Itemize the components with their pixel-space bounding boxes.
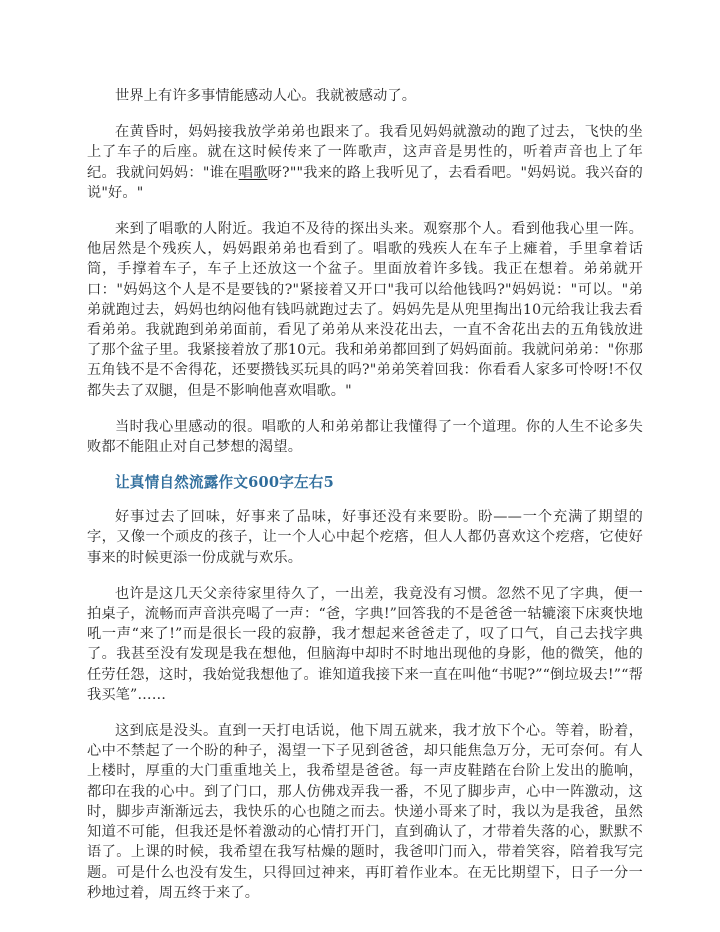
paragraph-singer: 来到了唱歌的人附近。我迫不及待的探出头来。观察那个人。看到他我心里一阵。他居然是个残疾人，妈妈跟弟弟也看到了。唱歌的残疾人在车子上瘫着，手里拿着话筒，手撑着车子，车子上还放这一个盆子。里面放着许多钱。我正在想着。弟弟就开口："妈妈这个人是不是要钱的?"紧接着又开口"我可以给他钱吗?"妈妈说："可以。"弟弟就跑过去，妈妈也纳闷他有钱吗就跑过去了。妈妈先是从兜里掏出10元给我让我去看看弟弟。我就跑到弟弟面前，看见了弟弟从来没花出去，一直不舍花出去的五角钱放进了那个盆子里。我紧接着放了那10元。我和弟弟都回到了妈妈面前。我就问弟弟："你那五角钱不是不舍得花，还要攒钱买玩具的吗?"弟弟笑着回我：你看看人家多可怜呀!不仅都失去了双腿，但是不影响他喜欢唱歌。" [87,221,643,399]
paragraph-evening-part-3: 呀?""我来的路上我听见了，去看看吧。"妈妈说。我兴奋的说"好。" [87,164,643,201]
paragraph-evening-part-1: 在黄昏时，妈妈接我放学弟弟也跟来了。我看见妈妈就激动的跑了过去，飞快的坐上了车子的后座。就在这时候传来了一阵歌声，这声音是男性的，听着声音也上了年纪。我就问妈妈："谁在 [87,124,643,181]
paragraph-waiting: 这到底是没头。直到一天打电话说，他下周五就来，我才放下个心。等着，盼着，心中不禁起了一个盼的种子，渴望一下子见到爸爸，却只能焦急万分，无可奈何。有人上楼时，厚重的大门重重地关上，我希望是爸爸。每一声皮鞋踏在台阶上发出的脆响，都印在我的心中。到了门口，那人仿佛戏弄我一番，不见了脚步声，心中一阵激动，这时，脚步声渐渐远去，我快乐的心也随之而去。快递小哥来了时，我以为是我爸，虽然知道不可能，但我还是怀着激动的心情打开门，直到确认了，才带着失落的心，默默不语了。上课的时候，我希望在我写枯燥的题时，我爸叩门而入，带着笑容，陪着我写完题。可是什么也没有发生，只得回过神来，再盯着作业本。在无比期望下，日子一分一秒地过着，周五终于来了。 [87,723,643,901]
section-heading: 让真情自然流露作文600字左右5 [115,474,334,492]
article-body [87,86,643,903]
paragraph-missing-father: 也许是这几天父亲待家里待久了，一出差，我竟没有习惯。忽然不见了字典，便一拍桌子，流畅而声音洪亮喝了一声：“爸，字典!”回答我的不是爸爸一轱辘滚下床爽快地吼一声“来了!”而是很长一段的寂静，我才想起来爸爸走了，叹了口气，自己去找字典了。我甚至没有发现是我在想他，但脑海中却时不时地出现他的身影，他的微笑，他的任劳任怨，这时，我始觉我想他了。谁知道我接下来一直在叫他“书呢?”“倒垃圾去!”“帮我买笔”…… [87,585,643,703]
paragraph-lesson: 当时我心里感动的很。唱歌的人和弟弟都让我懂得了一个道理。你的人生不论多失败都不能阻止对自己梦想的渴望。 [87,418,643,456]
paragraph-intro: 世界上有许多事情能感动人心。我就被感动了。 [115,88,417,104]
paragraph-evening [87,122,643,203]
underlined-word: 唱歌 [238,164,268,181]
paragraph-anticipation: 好事过去了回味，好事来了品味，好事还没有来要盼。盼——一个充满了期望的字，又像一个顽皮的孩子，让一个人心中起个疙瘩，但人人都仍喜欢这个疙瘩，它使好事来的时候更添一份成就与欢乐。 [87,509,643,566]
